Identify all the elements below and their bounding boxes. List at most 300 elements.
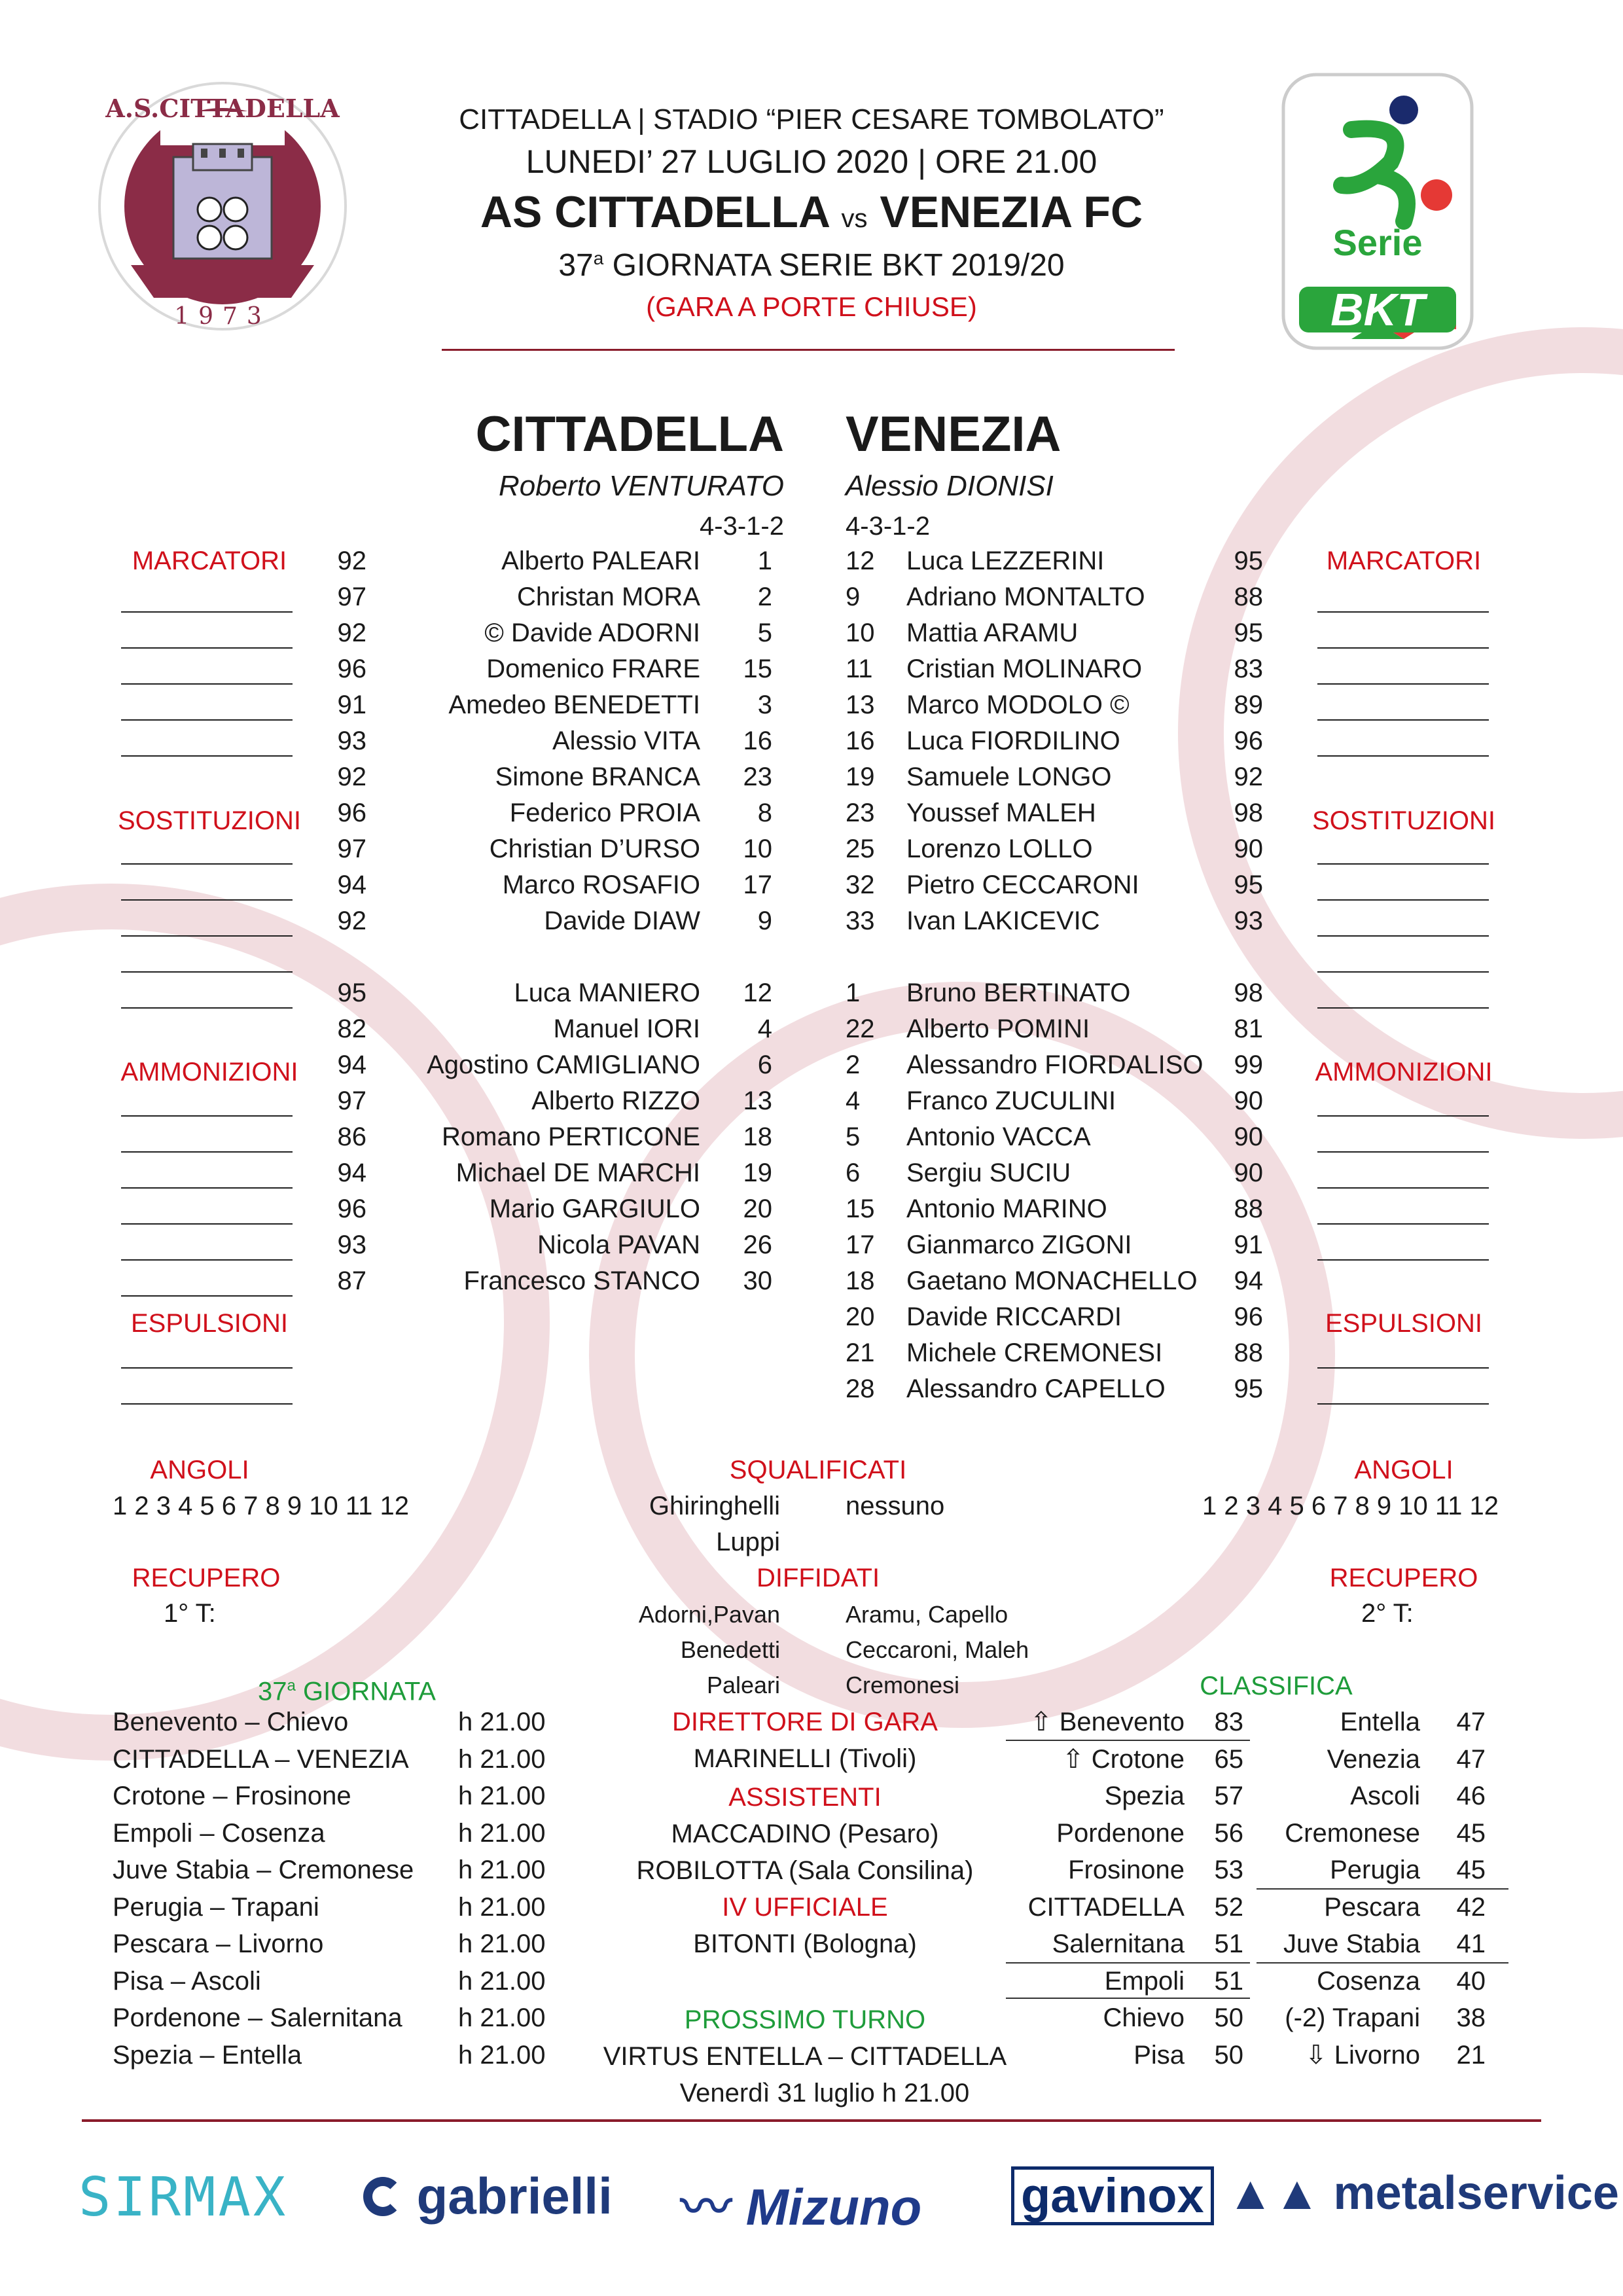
fixture-match: Empoli – Cosenza: [113, 1818, 325, 1848]
next-match: VIRTUS ENTELLA – CITTADELLA: [603, 2042, 1007, 2071]
away-write-in-line: [1317, 1115, 1489, 1117]
away-sub-number: 4: [846, 1086, 861, 1115]
home-sub-number: 6: [757, 1050, 772, 1079]
home-sub-birth-year: 86: [337, 1122, 366, 1151]
standing-team: Pordenone: [1056, 1818, 1185, 1848]
standing-team: Perugia: [1330, 1856, 1420, 1884]
away-sub-number: 17: [846, 1230, 875, 1259]
away-marcatori-label: MARCATORI: [1326, 547, 1482, 575]
away-player-number: 11: [846, 655, 873, 683]
away-write-in-line: [1317, 863, 1489, 865]
home-write-in-line: [121, 863, 293, 865]
standing-points: 46: [1456, 1782, 1486, 1810]
away-sub-birth-year: 98: [1234, 978, 1263, 1007]
standing-points: 57: [1214, 1782, 1243, 1810]
home-player-number: 5: [757, 619, 772, 647]
sponsor-gabrielli: [363, 2166, 613, 2226]
away-recupero-label: RECUPERO: [1329, 1564, 1478, 1592]
classifica-label: CLASSIFICA: [1200, 1672, 1353, 1700]
round-number: 37: [558, 248, 594, 283]
squalificato: Luppi: [716, 1528, 780, 1556]
away-sub-birth-year: 95: [1234, 1374, 1263, 1403]
away-write-in-line: [1317, 1259, 1489, 1261]
sponsor-gavinox: gavinox: [1011, 2166, 1214, 2225]
home-sub-name: Alberto RIZZO: [531, 1086, 700, 1115]
home-player-number: 8: [757, 798, 772, 827]
diffidato: Ceccaroni, Maleh: [846, 1636, 1029, 1663]
standings-zone-divider: [1006, 1740, 1250, 1741]
away-player-birth-year: 83: [1234, 655, 1263, 683]
home-write-in-line: [121, 971, 293, 973]
away-write-in-line: [1317, 1223, 1489, 1225]
match-away: VENEZIA FC: [880, 187, 1143, 237]
home-sub-birth-year: 94: [337, 1158, 366, 1187]
fixture-match: Perugia – Trapani: [113, 1892, 319, 1922]
footer-divider: [82, 2119, 1541, 2122]
away-player-name: Mattia ARAMU: [906, 619, 1079, 647]
serie-logo-label: Serie: [1332, 222, 1423, 263]
standing-points: 45: [1456, 1818, 1486, 1848]
standing-team: Ascoli: [1350, 1782, 1420, 1810]
header-match: [393, 187, 1230, 238]
iv-ufficiale-label: IV UFFICIALE: [722, 1893, 888, 1922]
direttore-label: DIRETTORE DI GARA: [672, 1708, 938, 1736]
fourth-official: BITONTI (Bologna): [693, 1929, 917, 1958]
home-sub-name: Luca MANIERO: [514, 978, 700, 1007]
home-write-in-line: [121, 1223, 293, 1225]
standing-points: 56: [1214, 1818, 1243, 1848]
giornata-number: 37: [258, 1677, 287, 1706]
away-player-number: 32: [846, 870, 875, 899]
sponsor-sirmax: SIRMAX: [79, 2166, 289, 2229]
home-sub-number: 20: [743, 1194, 772, 1223]
home-player-birth-year: 92: [337, 762, 366, 791]
home-player-birth-year: 92: [337, 547, 366, 575]
home-write-in-line: [121, 899, 293, 901]
home-player-birth-year: 97: [337, 583, 366, 611]
away-sub-birth-year: 90: [1234, 1086, 1263, 1115]
away-sub-number: 18: [846, 1266, 875, 1295]
home-write-in-line: [121, 1403, 293, 1405]
prossimo-turno-label: PROSSIMO TURNO: [684, 2005, 926, 2034]
away-sub-birth-year: 99: [1234, 1050, 1263, 1079]
assistant-one: MACCADINO (Pesaro): [671, 1820, 939, 1848]
home-sub-number: 12: [743, 978, 772, 1007]
away-player-name: Marco MODOLO ©: [906, 691, 1130, 719]
home-sub-birth-year: 87: [337, 1266, 366, 1295]
away-player-name: Luca FIORDILINO: [906, 726, 1120, 755]
away-write-in-line: [1317, 935, 1489, 937]
away-player-name: Pietro CECCARONI: [906, 870, 1139, 899]
away-sub-birth-year: 88: [1234, 1194, 1263, 1223]
home-player-birth-year: 96: [337, 798, 366, 827]
home-write-in-line: [121, 1007, 293, 1009]
standing-team: Cremonese: [1285, 1818, 1420, 1848]
away-sub-birth-year: 90: [1234, 1122, 1263, 1151]
standing-team: Spezia: [1104, 1782, 1185, 1810]
standings-zone-divider: [1006, 1998, 1250, 1999]
home-sub-name: Francesco STANCO: [463, 1266, 700, 1295]
home-player-name: Alberto PALEARI: [501, 547, 700, 575]
home-player-number: 17: [743, 870, 772, 899]
home-formation: 4-3-1-2: [700, 512, 784, 541]
home-write-in-line: [121, 1367, 293, 1369]
assistant-two: ROBILOTTA (Sala Consilina): [636, 1856, 974, 1885]
fixture-time: h 21.00: [458, 2003, 546, 2032]
away-write-in-line: [1317, 1403, 1489, 1405]
away-sub-name: Michele CREMONESI: [906, 1338, 1163, 1367]
away-player-number: 23: [846, 798, 875, 827]
home-write-in-line: [121, 1151, 293, 1153]
home-player-name: Domenico FRARE: [486, 655, 700, 683]
standing-points: 65: [1214, 1744, 1243, 1774]
home-espulsioni-label: ESPULSIONI: [130, 1309, 289, 1338]
away-sub-birth-year: 91: [1234, 1230, 1263, 1259]
diffidato: Cremonesi: [846, 1672, 960, 1698]
standing-points: 83: [1214, 1708, 1243, 1736]
standing-points: 53: [1214, 1856, 1243, 1884]
standing-points: 47: [1456, 1744, 1486, 1774]
away-player-birth-year: 88: [1234, 583, 1263, 611]
match-home: AS CITTADELLA: [480, 187, 829, 237]
squalificato: Ghiringhelli: [649, 1492, 780, 1520]
away-sub-name: Antonio VACCA: [906, 1122, 1091, 1151]
away-sub-number: 2: [846, 1050, 861, 1079]
home-marcatori-label: MARCATORI: [132, 547, 287, 575]
home-player-name: Federico PROIA: [509, 798, 700, 827]
diffidato: Aramu, Capello: [846, 1601, 1008, 1628]
bkt-logo-label: BKT: [1330, 284, 1425, 335]
home-sub-name: Michael DE MARCHI: [455, 1158, 700, 1187]
away-player-birth-year: 95: [1234, 870, 1263, 899]
away-player-birth-year: 96: [1234, 726, 1263, 755]
home-player-name: Amedeo BENEDETTI: [448, 691, 700, 719]
away-sub-birth-year: 88: [1234, 1338, 1263, 1367]
away-player-number: 12: [846, 547, 875, 575]
away-sub-number: 20: [846, 1302, 875, 1331]
home-sub-birth-year: 97: [337, 1086, 366, 1115]
away-player-number: 13: [846, 691, 875, 719]
squalificato: nessuno: [846, 1492, 945, 1520]
away-player-name: Luca LEZZERINI: [906, 547, 1105, 575]
away-sostituzioni-label: SOSTITUZIONI: [1312, 806, 1495, 835]
standing-team: Entella: [1340, 1708, 1420, 1736]
home-player-birth-year: 92: [337, 906, 366, 935]
standing-team: Pisa: [1133, 2040, 1185, 2070]
fixture-time: h 21.00: [458, 1856, 546, 1884]
home-team-name: CITTADELLA: [475, 406, 784, 462]
away-ammonizioni-label: AMMONIZIONI: [1315, 1058, 1493, 1086]
home-sub-number: 19: [743, 1158, 772, 1187]
header-datetime: LUNEDI’ 27 LUGLIO 2020 | ORE 21.00: [526, 143, 1097, 180]
sponsor-mizuno: [681, 2166, 921, 2240]
giornata-text: GIORNATA: [295, 1677, 436, 1706]
away-write-in-line: [1317, 1007, 1489, 1009]
standing-team: Pescara: [1324, 1892, 1420, 1922]
away-sub-number: 28: [846, 1374, 875, 1403]
home-sub-number: 13: [743, 1086, 772, 1115]
home-sub-number: 30: [743, 1266, 772, 1295]
away-player-birth-year: 95: [1234, 547, 1263, 575]
home-write-in-line: [121, 611, 293, 613]
cittadella-logo: [95, 75, 350, 337]
serie-bkt-logo: [1279, 71, 1476, 352]
away-write-in-line: [1317, 647, 1489, 649]
home-write-in-line: [121, 1259, 293, 1261]
standing-team: CITTADELLA: [1027, 1892, 1185, 1922]
home-write-in-line: [121, 1115, 293, 1117]
fixture-time: h 21.00: [458, 1782, 546, 1810]
home-player-name: Christan MORA: [516, 583, 700, 611]
mizuno-text: Mizuno: [745, 2178, 922, 2236]
away-player-number: 10: [846, 619, 875, 647]
home-sostituzioni-label: SOSTITUZIONI: [118, 806, 301, 835]
home-angoli-label: ANGOLI: [150, 1456, 249, 1484]
away-sub-name: Franco ZUCULINI: [906, 1086, 1116, 1115]
away-player-name: Cristian MOLINARO: [906, 655, 1143, 683]
standings-zone-divider: [1006, 1962, 1250, 1964]
header-venue: CITTADELLA | STADIO “PIER CESARE TOMBOLATO”: [459, 103, 1164, 135]
standing-team: Chievo: [1103, 2003, 1185, 2032]
away-sub-number: 6: [846, 1158, 861, 1187]
away-write-in-line: [1317, 683, 1489, 685]
home-sub-number: 18: [743, 1122, 772, 1151]
home-write-in-line: [121, 683, 293, 685]
next-match-date: Venerdì 31 luglio h 21.00: [679, 2079, 970, 2108]
standing-points: 52: [1214, 1892, 1243, 1922]
home-player-birth-year: 91: [337, 691, 366, 719]
away-player-name: Youssef MALEH: [906, 798, 1096, 827]
away-formation: 4-3-1-2: [846, 512, 930, 541]
fixture-time: h 21.00: [458, 1818, 546, 1848]
home-sub-birth-year: 95: [337, 978, 366, 1007]
home-player-birth-year: 93: [337, 726, 366, 755]
standing-points: 40: [1456, 1966, 1486, 1996]
away-sub-name: Antonio MARINO: [906, 1194, 1107, 1223]
home-write-in-line: [121, 1187, 293, 1189]
away-player-number: 19: [846, 762, 875, 791]
home-player-name: © Davide ADORNI: [484, 619, 700, 647]
away-write-in-line: [1317, 1187, 1489, 1189]
fixture-time: h 21.00: [458, 1708, 546, 1736]
away-sub-birth-year: 96: [1234, 1302, 1263, 1331]
standing-team: (-2) Trapani: [1285, 2003, 1420, 2032]
away-corners: 1 2 3 4 5 6 7 8 9 10 11 12: [1202, 1492, 1499, 1520]
home-ammonizioni-label: AMMONIZIONI: [120, 1058, 298, 1086]
home-sub-name: Romano PERTICONE: [442, 1122, 700, 1151]
away-write-in-line: [1317, 1151, 1489, 1153]
standing-team: Juve Stabia: [1283, 1929, 1420, 1958]
home-write-in-line: [121, 719, 293, 721]
round-sup: a: [593, 248, 604, 268]
squalificati-home: [576, 1490, 780, 1558]
home-player-name: Alessio VITA: [552, 726, 700, 755]
home-sub-name: Manuel IORI: [553, 1014, 700, 1043]
away-sub-birth-year: 81: [1234, 1014, 1263, 1043]
home-player-number: 1: [757, 547, 772, 575]
header-divider: [442, 349, 1175, 351]
away-player-name: Samuele LONGO: [906, 762, 1112, 791]
metalservice-text: metalservice: [1333, 2167, 1619, 2219]
gabrielli-text: gabrielli: [416, 2167, 613, 2225]
away-team-name: VENEZIA: [846, 406, 1061, 462]
home-sub-number: 4: [757, 1014, 772, 1043]
away-player-birth-year: 90: [1234, 834, 1263, 863]
away-sub-name: Bruno BERTINATO: [906, 978, 1131, 1007]
home-player-number: 9: [757, 906, 772, 935]
second-half-label: 2° T:: [1361, 1599, 1414, 1628]
away-player-number: 9: [846, 583, 861, 611]
first-half-label: 1° T:: [164, 1599, 216, 1628]
fixture-match: Pisa – Ascoli: [113, 1966, 261, 1996]
mizuno-runbird-icon: 〰: [681, 2178, 732, 2236]
standing-team: ⇩ Livorno: [1305, 2040, 1420, 2070]
fixture-time: h 21.00: [458, 2040, 546, 2070]
standing-team: ⇧ Crotone: [1062, 1744, 1185, 1774]
standing-points: 50: [1214, 2003, 1243, 2032]
standing-points: 45: [1456, 1856, 1486, 1884]
away-player-birth-year: 98: [1234, 798, 1263, 827]
fixture-match: Pordenone – Salernitana: [113, 2003, 402, 2032]
away-player-birth-year: 93: [1234, 906, 1263, 935]
home-corners: 1 2 3 4 5 6 7 8 9 10 11 12: [113, 1492, 409, 1520]
header-round: [393, 247, 1230, 283]
diffidati-away: [846, 1597, 1107, 1703]
away-write-in-line: [1317, 971, 1489, 973]
away-sub-number: 21: [846, 1338, 875, 1367]
away-sub-birth-year: 90: [1234, 1158, 1263, 1187]
home-write-in-line: [121, 935, 293, 937]
standing-team: Venezia: [1327, 1744, 1420, 1774]
home-sub-birth-year: 93: [337, 1230, 366, 1259]
away-write-in-line: [1317, 1367, 1489, 1369]
standings-zone-divider: [1257, 1962, 1508, 1964]
standing-points: 51: [1214, 1966, 1243, 1996]
fixture-match: Juve Stabia – Cremonese: [113, 1856, 414, 1884]
away-sub-number: 22: [846, 1014, 875, 1043]
away-write-in-line: [1317, 719, 1489, 721]
away-sub-number: 1: [846, 978, 861, 1007]
home-player-birth-year: 96: [337, 655, 366, 683]
squalificati-away: [846, 1490, 1107, 1522]
home-player-number: 3: [757, 691, 772, 719]
standing-points: 38: [1456, 2003, 1486, 2032]
home-sub-name: Mario GARGIULO: [489, 1194, 700, 1223]
away-sub-number: 5: [846, 1122, 861, 1151]
away-write-in-line: [1317, 755, 1489, 757]
fixture-time: h 21.00: [458, 1744, 546, 1774]
home-player-number: 10: [743, 834, 772, 863]
home-player-number: 2: [757, 583, 772, 611]
standing-team: Frosinone: [1068, 1856, 1185, 1884]
standing-points: 50: [1214, 2040, 1243, 2070]
home-player-name: Christian D’URSO: [489, 834, 700, 863]
standing-team: Cosenza: [1317, 1966, 1420, 1996]
away-sub-name: Davide RICCARDI: [906, 1302, 1122, 1331]
sponsor-metalservice: [1227, 2166, 1619, 2220]
round-text: GIORNATA SERIE BKT 2019/20: [603, 248, 1065, 283]
metalservice-icon: ▲▲: [1227, 2167, 1321, 2219]
fixture-match: Spezia – Entella: [113, 2040, 302, 2070]
home-sub-birth-year: 96: [337, 1194, 366, 1223]
squalificati-label: SQUALIFICATI: [729, 1456, 907, 1484]
fixture-match: CITTADELLA – VENEZIA: [113, 1744, 409, 1774]
diffidato: Adorni,Pavan: [638, 1601, 780, 1628]
home-player-birth-year: 92: [337, 619, 366, 647]
home-write-in-line: [121, 1295, 293, 1297]
away-player-birth-year: 89: [1234, 691, 1263, 719]
diffidato: Benedetti: [680, 1636, 780, 1663]
standing-points: 47: [1456, 1708, 1486, 1736]
home-player-name: Simone BRANCA: [495, 762, 700, 791]
home-sub-name: Agostino CAMIGLIANO: [427, 1050, 700, 1079]
home-player-name: Marco ROSAFIO: [502, 870, 700, 899]
away-player-birth-year: 92: [1234, 762, 1263, 791]
away-coach: Alessio DIONISI: [846, 470, 1054, 502]
fixture-time: h 21.00: [458, 1929, 546, 1958]
away-player-number: 16: [846, 726, 875, 755]
away-sub-number: 15: [846, 1194, 875, 1223]
fixture-time: h 21.00: [458, 1892, 546, 1922]
away-player-number: 33: [846, 906, 875, 935]
cittadella-logo-text: A.S.CITTADELLA: [105, 94, 340, 123]
away-player-birth-year: 95: [1234, 619, 1263, 647]
home-write-in-line: [121, 647, 293, 649]
fixture-match: Benevento – Chievo: [113, 1708, 349, 1736]
away-write-in-line: [1317, 899, 1489, 901]
away-sub-name: Alessandro FIORDALISO: [906, 1050, 1204, 1079]
diffidati-home: [576, 1597, 780, 1703]
away-espulsioni-label: ESPULSIONI: [1325, 1309, 1483, 1338]
away-sub-birth-year: 94: [1234, 1266, 1263, 1295]
home-coach: Roberto VENTURATO: [498, 470, 784, 502]
fixture-match: Pescara – Livorno: [113, 1929, 324, 1958]
standing-points: 51: [1214, 1929, 1243, 1958]
standings-zone-divider: [1257, 1888, 1508, 1890]
away-write-in-line: [1317, 611, 1489, 613]
diffidato: Paleari: [706, 1672, 780, 1698]
standing-points: 41: [1456, 1929, 1486, 1958]
away-player-name: Lorenzo LOLLO: [906, 834, 1093, 863]
standing-points: 42: [1456, 1892, 1486, 1922]
away-player-name: Adriano MONTALTO: [906, 583, 1145, 611]
away-sub-name: Gianmarco ZIGONI: [906, 1230, 1132, 1259]
home-player-birth-year: 94: [337, 870, 366, 899]
away-sub-name: Gaetano MONACHELLO: [906, 1266, 1198, 1295]
standing-team: Empoli: [1104, 1966, 1185, 1996]
referee-name: MARINELLI (Tivoli): [693, 1744, 917, 1773]
standing-team: ⇧ Benevento: [1030, 1708, 1185, 1736]
standing-points: 21: [1456, 2040, 1486, 2070]
away-player-number: 25: [846, 834, 875, 863]
home-sub-number: 26: [743, 1230, 772, 1259]
away-sub-name: Alberto POMINI: [906, 1014, 1090, 1043]
giornata-label: [216, 1670, 478, 1707]
home-recupero-label: RECUPERO: [132, 1564, 281, 1592]
match-vs: vs: [841, 204, 868, 233]
fixture-time: h 21.00: [458, 1966, 546, 1996]
giornata-sup: a: [287, 1677, 296, 1695]
assistenti-label: ASSISTENTI: [728, 1783, 882, 1812]
home-sub-name: Nicola PAVAN: [537, 1230, 700, 1259]
header-note: (GARA A PORTE CHIUSE): [646, 291, 977, 322]
home-player-birth-year: 97: [337, 834, 366, 863]
away-sub-name: Alessandro CAPELLO: [906, 1374, 1166, 1403]
gabrielli-icon: [363, 2177, 402, 2216]
home-write-in-line: [121, 755, 293, 757]
home-player-name: Davide DIAW: [544, 906, 700, 935]
diffidati-label: DIFFIDATI: [756, 1564, 880, 1592]
